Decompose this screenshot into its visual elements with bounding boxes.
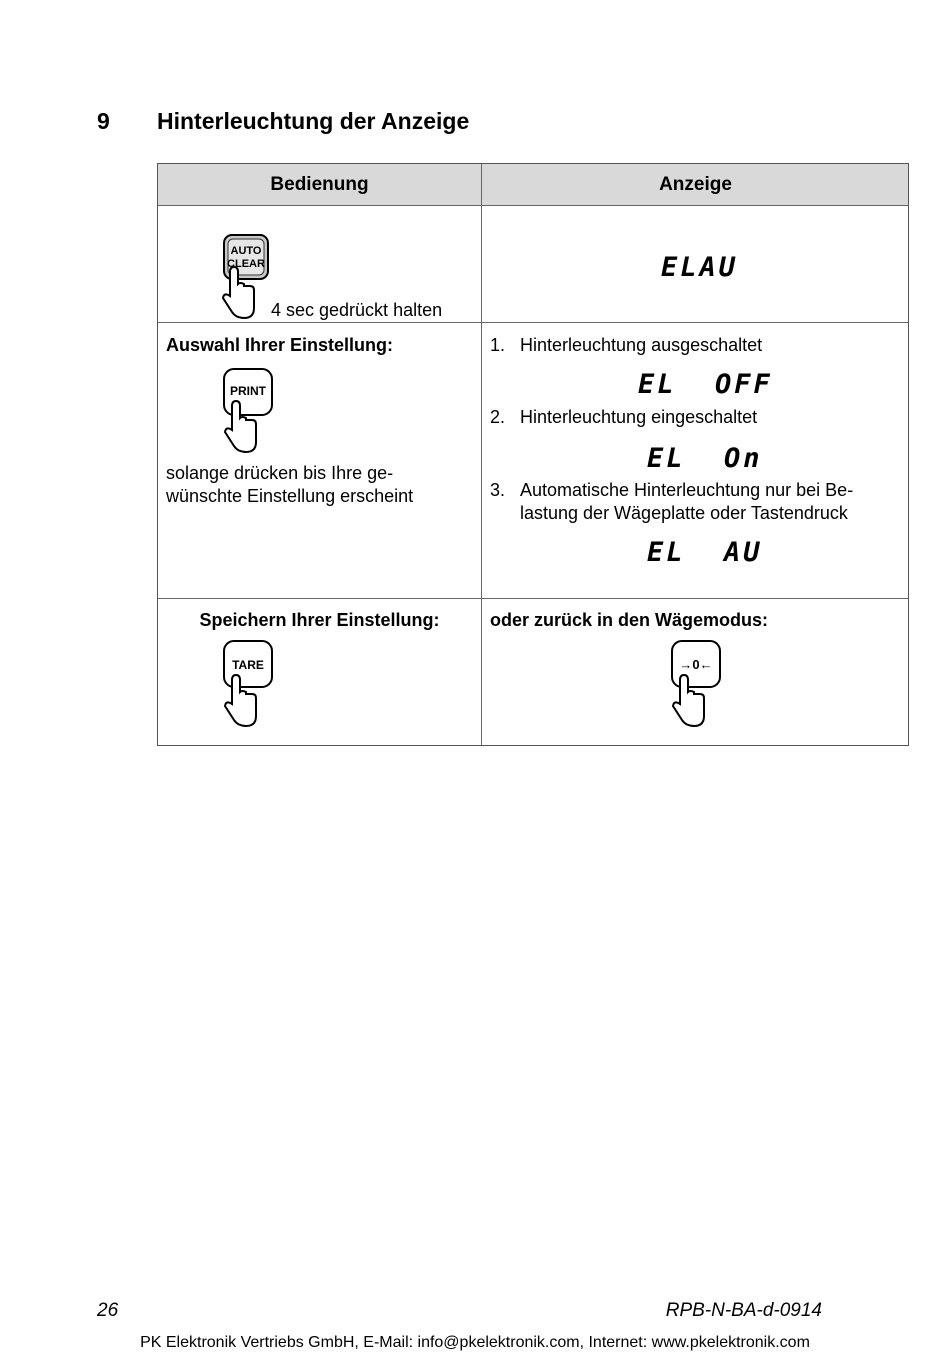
display-el-on: EL On xyxy=(647,443,763,474)
row-divider xyxy=(158,322,908,323)
hold-until-line1: solange drücken bis Ihre ge- xyxy=(166,463,394,483)
option-2-number: 2. xyxy=(490,407,506,427)
page-number: 26 xyxy=(97,1300,119,1321)
option-1-text: Hinterleuchtung ausgeschaltet xyxy=(520,335,763,355)
display-elau: ELAU xyxy=(661,252,739,283)
save-setting-heading: Speichern Ihrer Einstellung: xyxy=(199,610,440,630)
header-bedienung: Bedienung xyxy=(270,174,369,195)
tare-key-icon xyxy=(220,638,276,728)
section-title: Hinterleuchtung der Anzeige xyxy=(157,108,470,134)
zero-key-icon xyxy=(668,638,724,728)
option-2-text: Hinterleuchtung eingeschaltet xyxy=(520,407,758,427)
option-3-text-line2: lastung der Wägeplatte oder Tastendruck xyxy=(520,503,848,523)
row-divider xyxy=(158,598,908,599)
option-3-number: 3. xyxy=(490,480,506,500)
key-label-clear: CLEAR xyxy=(227,258,265,270)
key-label-zero: →0← xyxy=(679,657,713,672)
option-3-text-line1: Automatische Hinterleuchtung nur bei Be- xyxy=(520,480,854,500)
display-el-au: EL AU xyxy=(647,537,763,568)
return-weighing-heading: oder zurück in den Wägemodus: xyxy=(490,610,769,630)
key-label-auto: AUTO xyxy=(230,245,262,257)
section-number: 9 xyxy=(97,108,110,134)
document-id: RPB-N-BA-d-0914 xyxy=(665,1300,822,1321)
option-1-number: 1. xyxy=(490,335,506,355)
row-divider xyxy=(158,205,908,206)
display-el-off: EL OFF xyxy=(638,369,773,400)
key-label-print: PRINT xyxy=(230,384,266,398)
select-setting-heading: Auswahl Ihrer Einstellung: xyxy=(166,335,394,355)
print-key-icon xyxy=(220,366,276,454)
hold-instruction: 4 sec gedrückt halten xyxy=(271,300,443,320)
company-footer: PK Elektronik Vertriebs GmbH, E-Mail: info@pkelektronik.com, Internet: www.pkelektronik.com xyxy=(140,1334,810,1351)
hold-until-line2: wünschte Einstellung erscheint xyxy=(166,486,414,506)
instruction-table xyxy=(157,163,909,746)
column-divider xyxy=(481,164,482,745)
auto-clear-key-icon xyxy=(220,232,276,320)
section-heading xyxy=(0,108,950,138)
key-label-tare: TARE xyxy=(232,658,264,672)
header-anzeige: Anzeige xyxy=(659,174,732,195)
